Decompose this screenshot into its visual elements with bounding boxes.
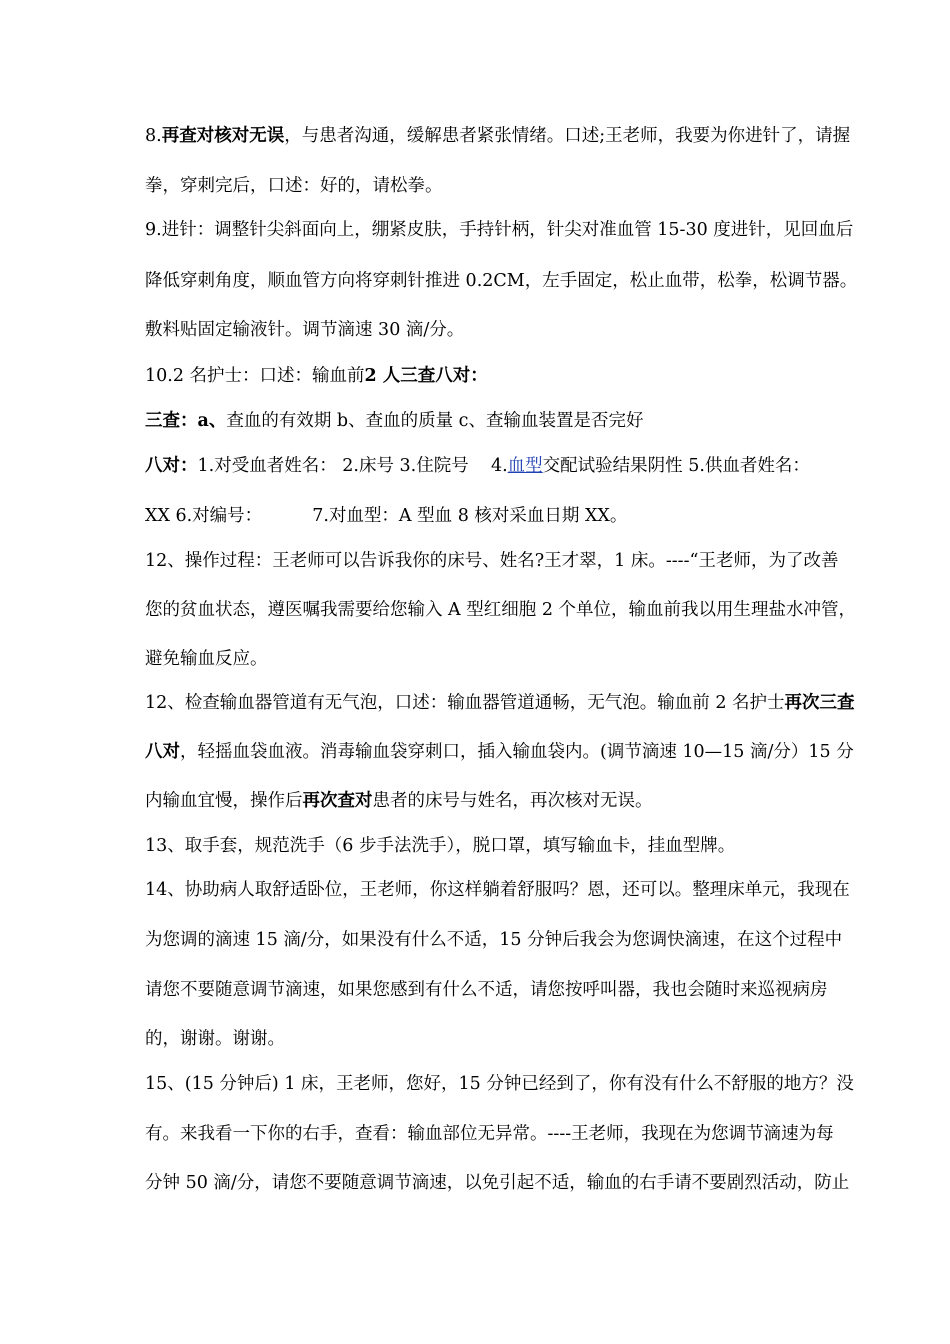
text-run: 患者的床号与姓名，再次核对无误。 [372,791,653,811]
text-run: 查血的有效期 b、查血的质量 c、查输血装置是否完好 [226,411,644,431]
bold-phrase: 八对： [145,456,198,476]
paragraph-line [145,691,855,715]
text-run: 内输血宜慢，操作后 [145,791,303,811]
paragraph-line: 降低穿刺角度，顺血管方向将穿刺针推进 0.2CM，左手固定，松止血带，松拳，松调节器。 [145,271,858,291]
paragraph-line: 的，谢谢。谢谢。 [145,1029,285,1049]
text-run: ，与患者沟通，缓解患者紧张情绪。口述;王老师，我要为你进针了，请握 [284,126,851,146]
text-run: ，轻摇血袋血液。消毒输血袋穿刺口，插入输血袋内。(调节滴速 10—15 滴/分）15 分 [180,742,854,762]
bold-phrase: 2 人三查八对： [364,366,488,386]
text-run: 1.对受血者姓名： 2.床号 3.住院号 4. [197,456,508,476]
bold-phrase: 再次三查 [784,693,855,713]
paragraph-line: XX 6.对编号： 7.对血型：A 型血 8 核对采血日期 XX。 [145,506,628,526]
bold-phrase: 八对 [145,742,180,762]
blood-type-link[interactable]: 血型 [507,456,543,476]
paragraph-line [145,740,854,764]
paragraph-line: 14、协助病人取舒适卧位，王老师，你这样躺着舒服吗？恩，还可以。整理床单元，我现在 [145,880,850,900]
paragraph-line [145,124,850,148]
paragraph-line: 避免输血反应。 [145,649,268,669]
paragraph-line: 敷料贴固定输液针。调节滴速 30 滴/分。 [145,320,465,340]
bold-phrase: 再查对核对无误 [161,126,285,146]
paragraph-line [145,789,653,813]
paragraph-line: 请您不要随意调节滴速，如果您感到有什么不适，请您按呼叫器，我也会随时来巡视病房 [145,980,828,1000]
paragraph-line [145,364,488,388]
paragraph-line: 9.进针：调整针尖斜面向上，绷紧皮肤，手持针柄，针尖对准血管 15-30 度进针，见回血后 [145,220,854,240]
bold-phrase: 三查：a、 [145,411,227,431]
paragraph-line: 12、操作过程：王老师可以告诉我你的床号、姓名?王才翠，1 床。----“王老师，为了改善 [145,551,839,571]
paragraph-line: 拳，穿刺完后，口述：好的，请松拳。 [145,176,443,196]
paragraph-line [145,409,643,433]
paragraph-line: 为您调的滴速 15 滴/分，如果没有什么不适，15 分钟后我会为您调快滴速，在这个过程中 [145,930,843,950]
bold-phrase: 再次查对 [302,791,373,811]
text-run: 交配试验结果阴性 5.供血者姓名： [542,456,810,476]
paragraph-line: 分钟 50 滴/分，请您不要随意调节滴速，以免引起不适，输血的右手请不要剧烈活动，防止 [145,1173,850,1193]
step-number: 8. [145,126,162,146]
paragraph-line [145,454,810,478]
text-run: 12、检查输血器管道有无气泡，口述：输血器管道通畅，无气泡。输血前 2 名护士 [145,693,785,713]
paragraph-line: 15、(15 分钟后) 1 床，王老师，您好，15 分钟已经到了，你有没有什么不舒服的地方？没 [145,1074,854,1094]
paragraph-line: 有。来我看一下你的右手，查看：输血部位无异常。----王老师，我现在为您调节滴速为每 [145,1124,834,1144]
paragraph-line: 您的贫血状态，遵医嘱我需要给您输入 A 型红细胞 2 个单位，输血前我以用生理盐水冲管， [145,600,857,620]
text-run: 10.2 名护士：口述：输血前 [145,366,365,386]
paragraph-line: 13、取手套，规范洗手（6 步手法洗手），脱口罩，填写输血卡，挂血型牌。 [145,836,736,856]
